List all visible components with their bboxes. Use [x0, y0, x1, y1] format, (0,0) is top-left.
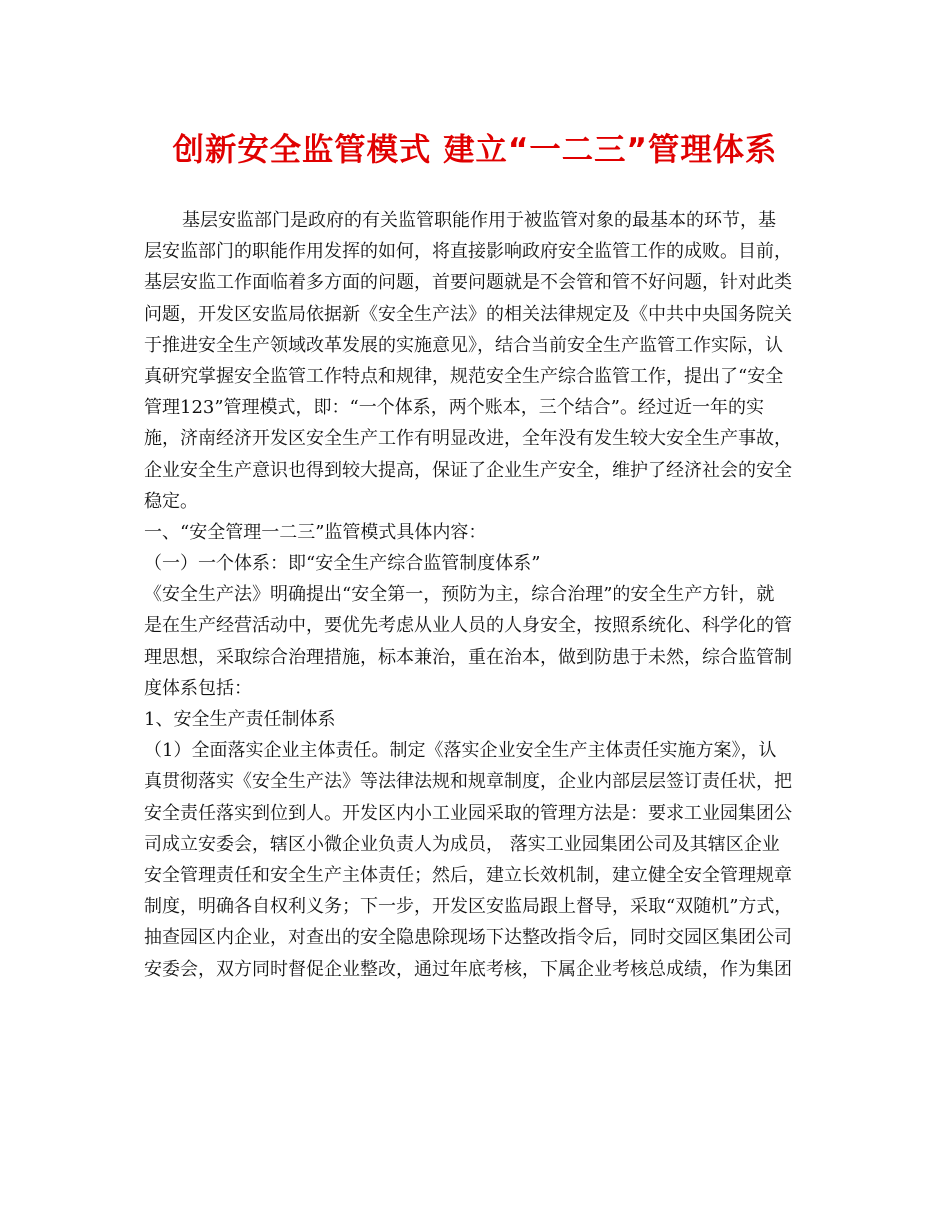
paragraph-line: 1、安全生产责任制体系: [144, 709, 336, 730]
document-body: [144, 205, 824, 985]
paragraph-line: 是在生产经营活动中，要优先考虑从业人员的人身安全，按照系统化、科学化的管: [144, 615, 792, 637]
paragraph-line: 稳定。: [144, 490, 198, 512]
paragraph-line: 企业安全生产意识也得到较大提高，保证了企业生产安全，维护了经济社会的安全: [144, 459, 792, 481]
paragraph-line: 基层安监工作面临着多方面的问题，首要问题就是不会管和管不好问题，针对此类: [144, 272, 792, 294]
paragraph-line: 问题，开发区安监局依据新《安全生产法》的相关法律规定及《中共中央国务院关: [144, 303, 792, 325]
paragraph-line: （一）一个体系：即“安全生产综合监管制度体系”: [144, 553, 541, 575]
paragraph-line: 安委会，双方同时督促企业整改，通过年底考核，下属企业考核总成绩，作为集团: [144, 958, 792, 980]
paragraph-line: 管理123”管理模式，即：“一个体系，两个账本，三个结合”。经过近一年的实: [144, 397, 764, 419]
paragraph-line: 制度，明确各自权利义务；下一步，开发区安监局跟上督导，采取“双随机”方式，: [144, 896, 793, 918]
paragraph-line: 安全责任落实到位到人。开发区内小工业园采取的管理方法是：要求工业园集团公: [144, 802, 792, 824]
paragraph-line: （1）全面落实企业主体责任。制定《落实企业安全生产主体责任实施方案》，认: [144, 740, 777, 762]
paragraph-line: 理思想，采取综合治理措施，标本兼治，重在治本，做到防患于未然，综合监管制: [144, 646, 792, 668]
paragraph-line: 《安全生产法》明确提出“安全第一，预防为主，综合治理”的安全生产方针，就: [144, 584, 775, 606]
paragraph-line: 真贯彻落实《安全生产法》等法律法规和规章制度，企业内部层层签订责任状，把: [144, 771, 792, 793]
document-title: 创新安全监管模式 建立“一二三”管理体系: [172, 132, 778, 168]
paragraph-line: 司成立安委会，辖区小微企业负责人为成员， 落实工业园集团公司及其辖区企业: [144, 833, 780, 855]
paragraph-line: 施，济南经济开发区安全生产工作有明显改进，全年没有发生较大安全生产事故，: [144, 428, 792, 450]
paragraph-line: 基层安监部门是政府的有关监管职能作用于被监管对象的最基本的环节，基: [182, 210, 776, 231]
paragraph-line: 一、“安全管理一二三”监管模式具体内容：: [144, 521, 487, 543]
paragraph-line: 真研究掌握安全监管工作特点和规律，规范安全生产综合监管工作，提出了“安全: [144, 365, 784, 387]
paragraph-line: 度体系包括：: [144, 677, 252, 699]
paragraph-line: 层安监部门的职能作用发挥的如何，将直接影响政府安全监管工作的成败。目前，: [144, 241, 792, 263]
paragraph-line: 于推进安全生产领域改革发展的实施意见》，结合当前安全生产监管工作实际，认: [144, 334, 783, 356]
paragraph-line: 抽查园区内企业，对查出的安全隐患除现场下达整改指令后，同时交园区集团公司: [144, 927, 792, 949]
paragraph-line: 安全管理责任和安全生产主体责任；然后，建立长效机制，建立健全安全管理规章: [144, 864, 792, 886]
